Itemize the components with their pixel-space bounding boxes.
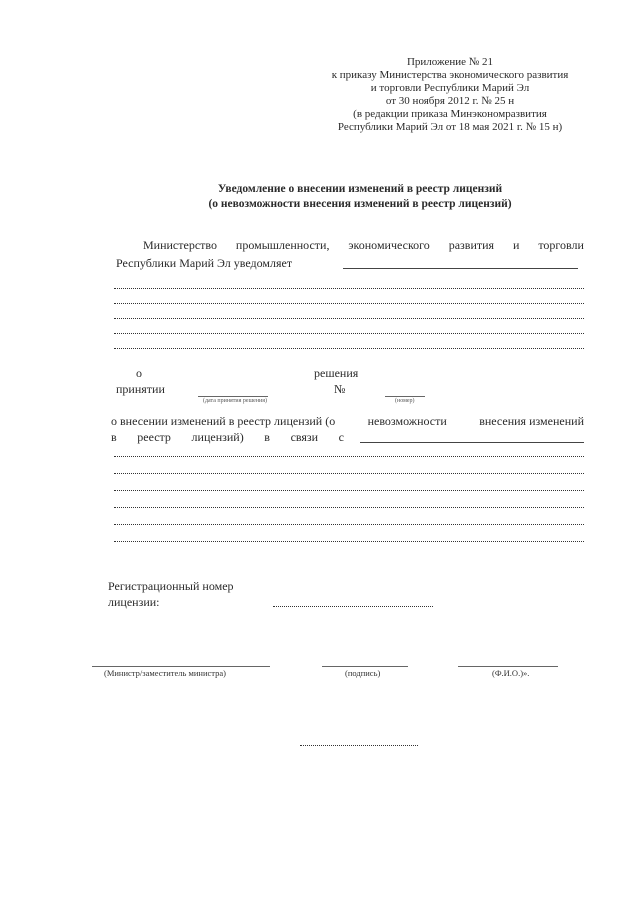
appendix-line: к приказу Министерства экономического развития <box>331 69 569 81</box>
intro-word: и <box>513 238 520 252</box>
change-fill-line[interactable] <box>360 442 584 443</box>
intro-word: экономического <box>348 238 430 252</box>
change-word: связи <box>290 430 319 444</box>
intro-line-2: Республики Марий Эл уведомляет <box>116 256 293 270</box>
decision-date-line[interactable] <box>198 396 268 397</box>
intro-fill-line[interactable] <box>343 268 578 269</box>
intro-word: Министерство <box>143 238 217 252</box>
intro-line-1 <box>143 238 584 253</box>
decision-number-caption: (номер) <box>395 398 415 404</box>
change-word: в <box>111 430 117 444</box>
name-caption: (Ф.И.О.)». <box>492 668 530 678</box>
signature-caption: (подпись) <box>345 668 381 678</box>
decision-prinyatii: принятии <box>116 382 165 396</box>
name-line[interactable] <box>458 666 558 667</box>
license-label-line-2: лицензии: <box>108 595 160 609</box>
fill-line[interactable] <box>114 541 584 542</box>
document-title <box>160 182 560 212</box>
position-line[interactable] <box>92 666 270 667</box>
decision-number-line[interactable] <box>385 396 425 397</box>
change-word: внесения изменений <box>479 414 584 428</box>
appendix-line: Республики Марий Эл от 18 мая 2021 г. № 15 н) <box>337 121 563 133</box>
decision-number-sign: № <box>334 382 346 396</box>
fill-line[interactable] <box>114 348 584 349</box>
change-line-1 <box>111 414 584 429</box>
appendix-block <box>300 56 600 134</box>
intro-word: промышленности, <box>235 238 330 252</box>
signature-line[interactable] <box>322 666 408 667</box>
position-caption: (Министр/заместитель министра) <box>104 668 226 678</box>
fill-line[interactable] <box>114 490 584 491</box>
fill-line[interactable] <box>114 507 584 508</box>
decision-date-caption: (дата принятия решения) <box>203 398 268 404</box>
appendix-line: и торговли Республики Марий Эл <box>370 82 530 94</box>
fill-line[interactable] <box>114 524 584 525</box>
license-label-line-1: Регистрационный номер <box>108 579 234 593</box>
license-number-line[interactable] <box>273 606 433 607</box>
fill-line[interactable] <box>114 456 584 457</box>
title-line-1: Уведомление о внесении изменений в реестр лицензий <box>217 183 503 195</box>
change-line-2 <box>111 430 344 445</box>
intro-word: развития <box>448 238 495 252</box>
fill-line[interactable] <box>114 303 584 304</box>
change-word: невозможности <box>367 414 447 428</box>
intro-word: торговли <box>538 238 584 252</box>
appendix-line: (в редакции приказа Минэкономразвития <box>353 108 547 120</box>
change-word: с <box>338 430 344 444</box>
change-word: в <box>264 430 270 444</box>
change-word: лицензий) <box>191 430 244 444</box>
change-word: реестр <box>137 430 171 444</box>
decision-resheniya: решения <box>314 366 359 380</box>
fill-line[interactable] <box>114 473 584 474</box>
bottom-separator <box>300 745 418 746</box>
fill-line[interactable] <box>114 333 584 334</box>
appendix-line: от 30 ноября 2012 г. № 25 н <box>385 95 515 107</box>
title-line-2: (о невозможности внесения изменений в реестр лицензий) <box>208 198 512 210</box>
fill-line[interactable] <box>114 318 584 319</box>
decision-o: о <box>136 366 142 380</box>
change-word: о внесении изменений в реестр лицензий (о <box>111 414 336 428</box>
fill-line[interactable] <box>114 288 584 289</box>
appendix-line: Приложение № 21 <box>406 56 494 68</box>
